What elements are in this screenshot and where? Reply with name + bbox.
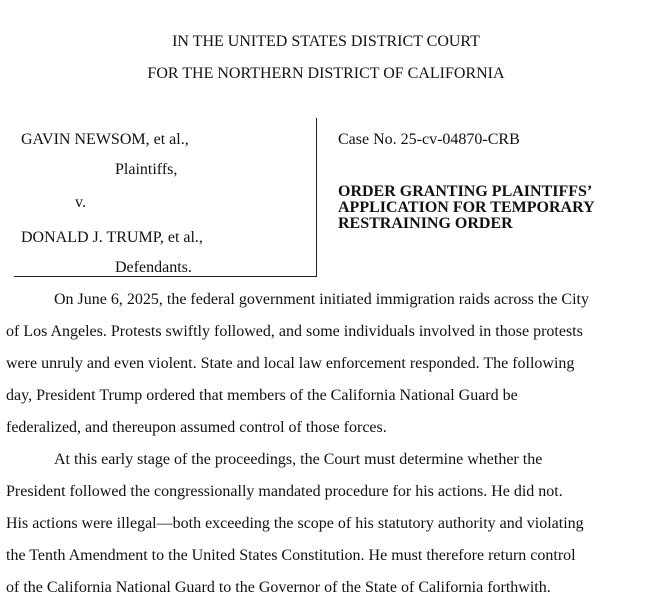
body-line: On June 6, 2025, the federal government initiated immigration raids across the City	[54, 291, 589, 308]
defendant-name: DONALD J. TRUMP, et al.,	[21, 229, 203, 246]
defendants-label: Defendants.	[115, 259, 192, 276]
order-title	[338, 184, 595, 232]
court-name-line: IN THE UNITED STATES DISTRICT COURT	[172, 33, 480, 50]
body-line: of Los Angeles. Protests swiftly followed, and some individuals involved in those protests	[6, 323, 583, 340]
plaintiff-name: GAVIN NEWSOM, et al.,	[21, 131, 189, 148]
body-line: federalized, and thereupon assumed control of those forces.	[6, 419, 387, 436]
order-title-line: RESTRAINING ORDER	[338, 215, 513, 232]
body-line: of the California National Guard to the Governor of the State of California forthwith.	[6, 579, 551, 596]
order-title-line: ORDER GRANTING PLAINTIFFS’	[338, 183, 593, 200]
body-line: At this early stage of the proceedings, the Court must determine whether the	[54, 451, 543, 468]
body-line: were unruly and even violent. State and local law enforcement responded. The following	[6, 355, 575, 372]
versus-label: v.	[75, 194, 86, 211]
body-line: the Tenth Amendment to the United States Constitution. He must therefore return control	[6, 547, 576, 564]
district-name-line: FOR THE NORTHERN DISTRICT OF CALIFORNIA	[147, 65, 505, 82]
body-line: His actions were illegal—both exceeding the scope of his statutory authority and violating	[6, 515, 584, 532]
plaintiffs-label: Plaintiffs,	[115, 161, 178, 178]
body-line: day, President Trump ordered that members of the California National Guard be	[6, 387, 518, 404]
case-number: Case No. 25-cv-04870-CRB	[338, 131, 520, 148]
order-title-line: APPLICATION FOR TEMPORARY	[338, 199, 595, 216]
body-line: President followed the congressionally mandated procedure for his actions. He did not.	[6, 483, 563, 500]
